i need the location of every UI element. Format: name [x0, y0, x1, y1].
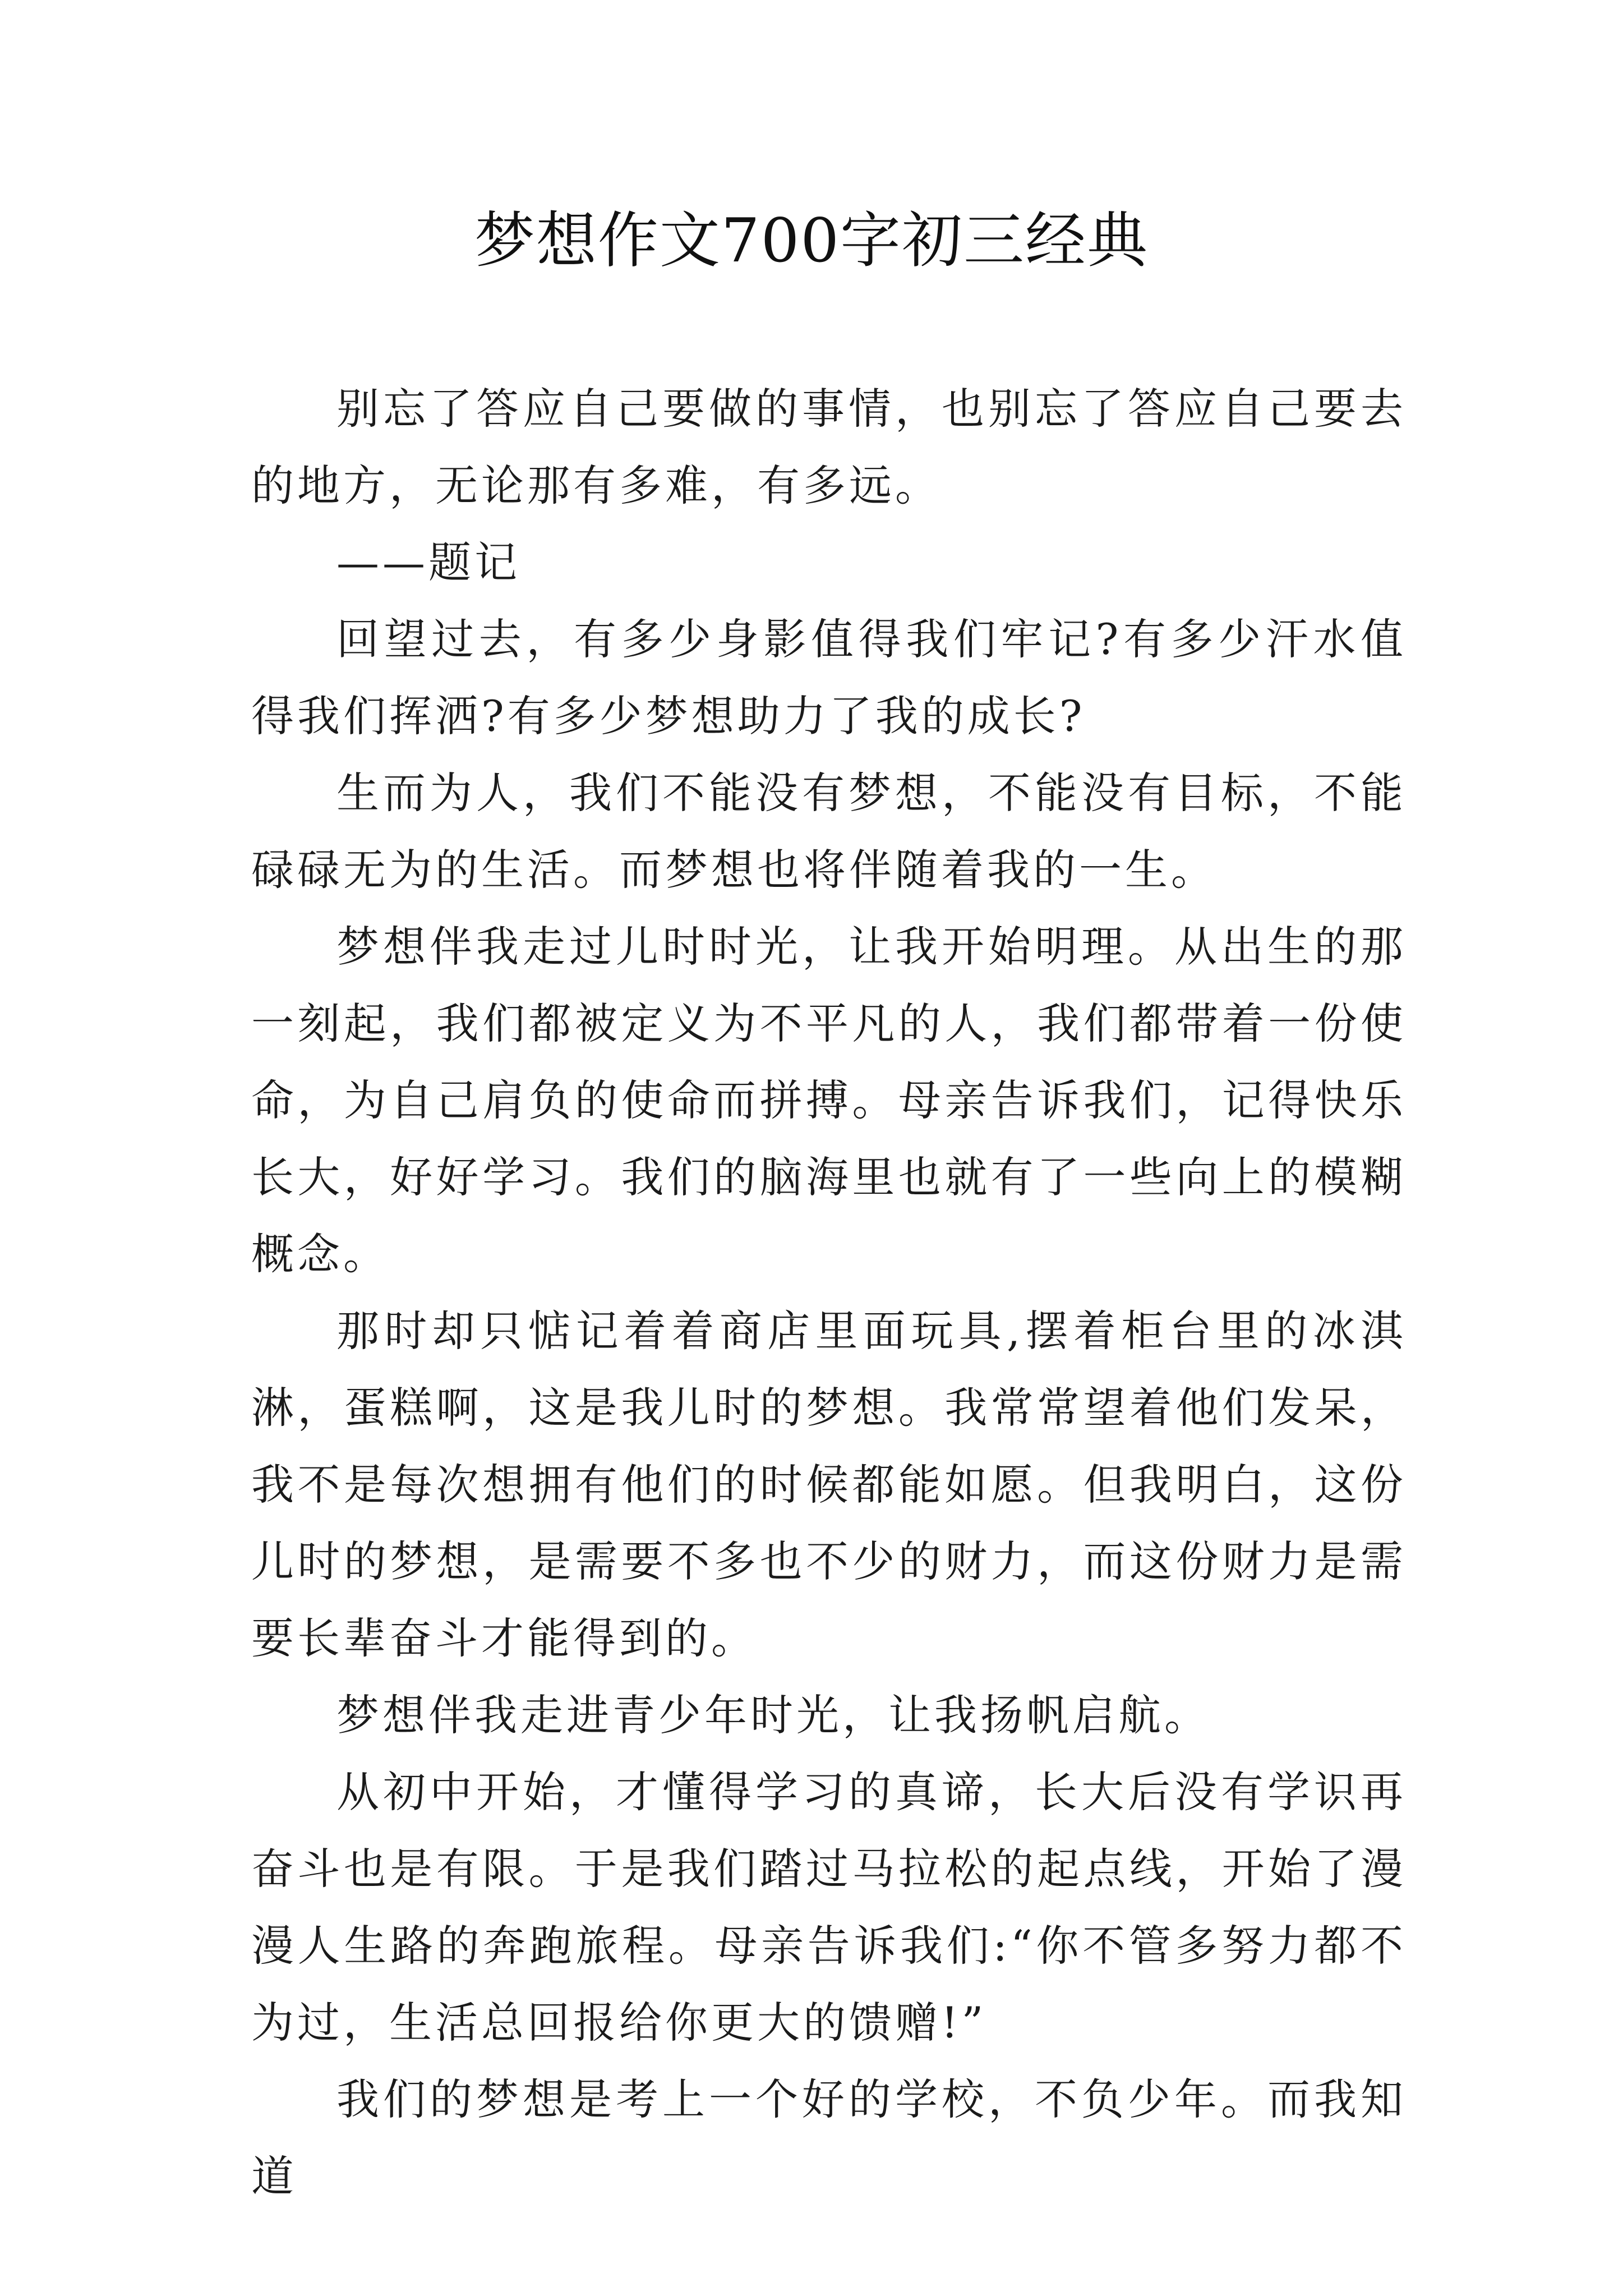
- paragraph: ——题记: [336, 537, 520, 587]
- paragraph: 梦想伴我走进青少年时光，让我扬帆启航。: [336, 1690, 1210, 1740]
- paragraph: 梦想伴我走过儿时时光，让我开始明理。从出生的那一刻起，我们都被定义为不平凡的人，我们都带着一份使命，为自己肩负的使命而拼搏。母亲告诉我们，记得快乐长大，好好学习。我们的脑海里也就有了一些向上的模糊概念。: [251, 922, 1407, 1279]
- paragraph: 我们的梦想是考上一个好的学校，不负少年。而我知道: [251, 2074, 1407, 2201]
- paragraph: 回望过去，有多少身影值得我们牢记?有多少汗水值得我们挥洒?有多少梦想助力了我的成长?: [251, 614, 1407, 741]
- page-title: 梦想作文700字初三经典: [474, 206, 1149, 276]
- paragraph: 从初中开始，才懂得学习的真谛，长大后没有学识再奋斗也是有限。于是我们踏过马拉松的起点线，开始了漫漫人生路的奔跑旅程。母亲告诉我们:“你不管多努力都不为过，生活总回报给你更大的馈赠!”: [251, 1767, 1407, 2047]
- paragraph: 那时却只惦记着着商店里面玩具,摆着柜台里的冰淇淋，蛋糕啊，这是我儿时的梦想。我常常望着他们发呆，我不是每次想拥有他们的时候都能如愿。但我明白，这份儿时的梦想，是需要不多也不少的财力，而这份财力是需要长辈奋斗才能得到的。: [251, 1306, 1407, 1663]
- paragraph: 别忘了答应自己要做的事情，也别忘了答应自己要去的地方，无论那有多难，有多远。: [251, 384, 1407, 510]
- article-body: [251, 370, 1407, 2215]
- paragraph: 生而为人，我们不能没有梦想，不能没有目标，不能碌碌无为的生活。而梦想也将伴随着我的一生。: [251, 768, 1407, 895]
